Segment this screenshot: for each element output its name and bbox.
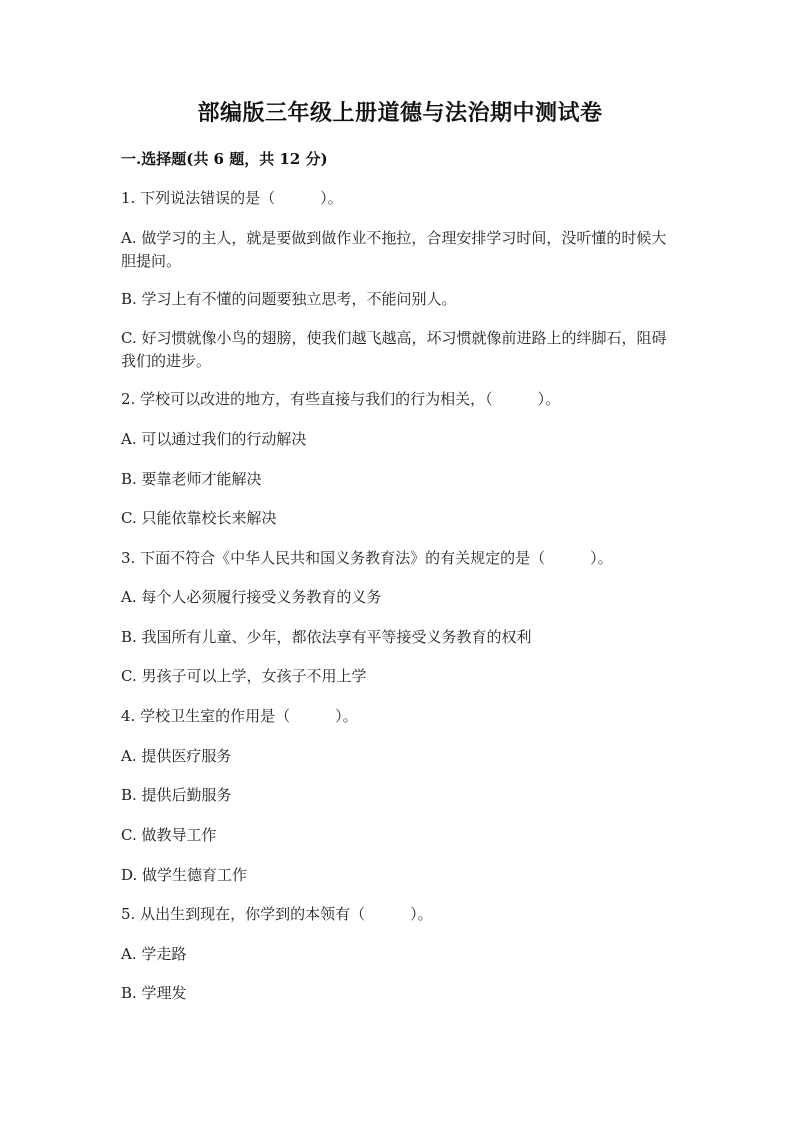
question-4-stem: 4. 学校卫生室的作用是（ ）。 <box>121 707 358 725</box>
question-3-stem: 3. 下面不符合《中华人民共和国义务教育法》的有关规定的是（ ）。 <box>121 549 613 567</box>
question-2-stem: 2. 学校可以改进的地方，有些直接与我们的行为相关，（ ）。 <box>121 390 561 408</box>
question-5-stem: 5. 从出生到现在，你学到的本领有（ ）。 <box>121 905 433 923</box>
question-2-option-a: A. 可以通过我们的行动解决 <box>121 430 307 448</box>
question-1-stem: 1. 下列说法错误的是（ ）。 <box>121 189 343 207</box>
question-1-option-b: B. 学习上有不懂的问题要独立思考，不能问别人。 <box>121 290 457 308</box>
question-2-option-c: C. 只能依靠校长来解决 <box>121 509 277 527</box>
question-3-option-c: C. 男孩子可以上学，女孩子不用上学 <box>121 667 367 685</box>
question-5-option-b: B. 学理发 <box>121 984 187 1002</box>
question-4-option-b: B. 提供后勤服务 <box>121 786 232 804</box>
question-2-option-b: B. 要靠老师才能解决 <box>121 470 262 488</box>
question-1-option-c: C. 好习惯就像小鸟的翅膀，使我们越飞越高，坏习惯就像前进路上的绊脚石，阻碍我们的进步。 <box>121 329 667 370</box>
question-4-option-a: A. 提供医疗服务 <box>121 747 232 765</box>
question-1-option-a: A. 做学习的主人，就是要做到做作业不拖拉，合理安排学习时间，没听懂的时候大胆提问。 <box>121 229 667 270</box>
page-title: 部编版三年级上册道德与法治期中测试卷 <box>197 100 603 126</box>
question-4-option-c: C. 做教导工作 <box>121 826 217 844</box>
question-5-option-a: A. 学走路 <box>121 945 187 963</box>
question-3-option-b: B. 我国所有儿童、少年，都依法享有平等接受义务教育的权利 <box>121 628 532 646</box>
section-heading: 一.选择题(共 6 题，共 12 分) <box>121 150 328 168</box>
question-3-option-a: A. 每个人必须履行接受义务教育的义务 <box>121 588 382 606</box>
question-4-option-d: D. 做学生德育工作 <box>121 866 248 884</box>
